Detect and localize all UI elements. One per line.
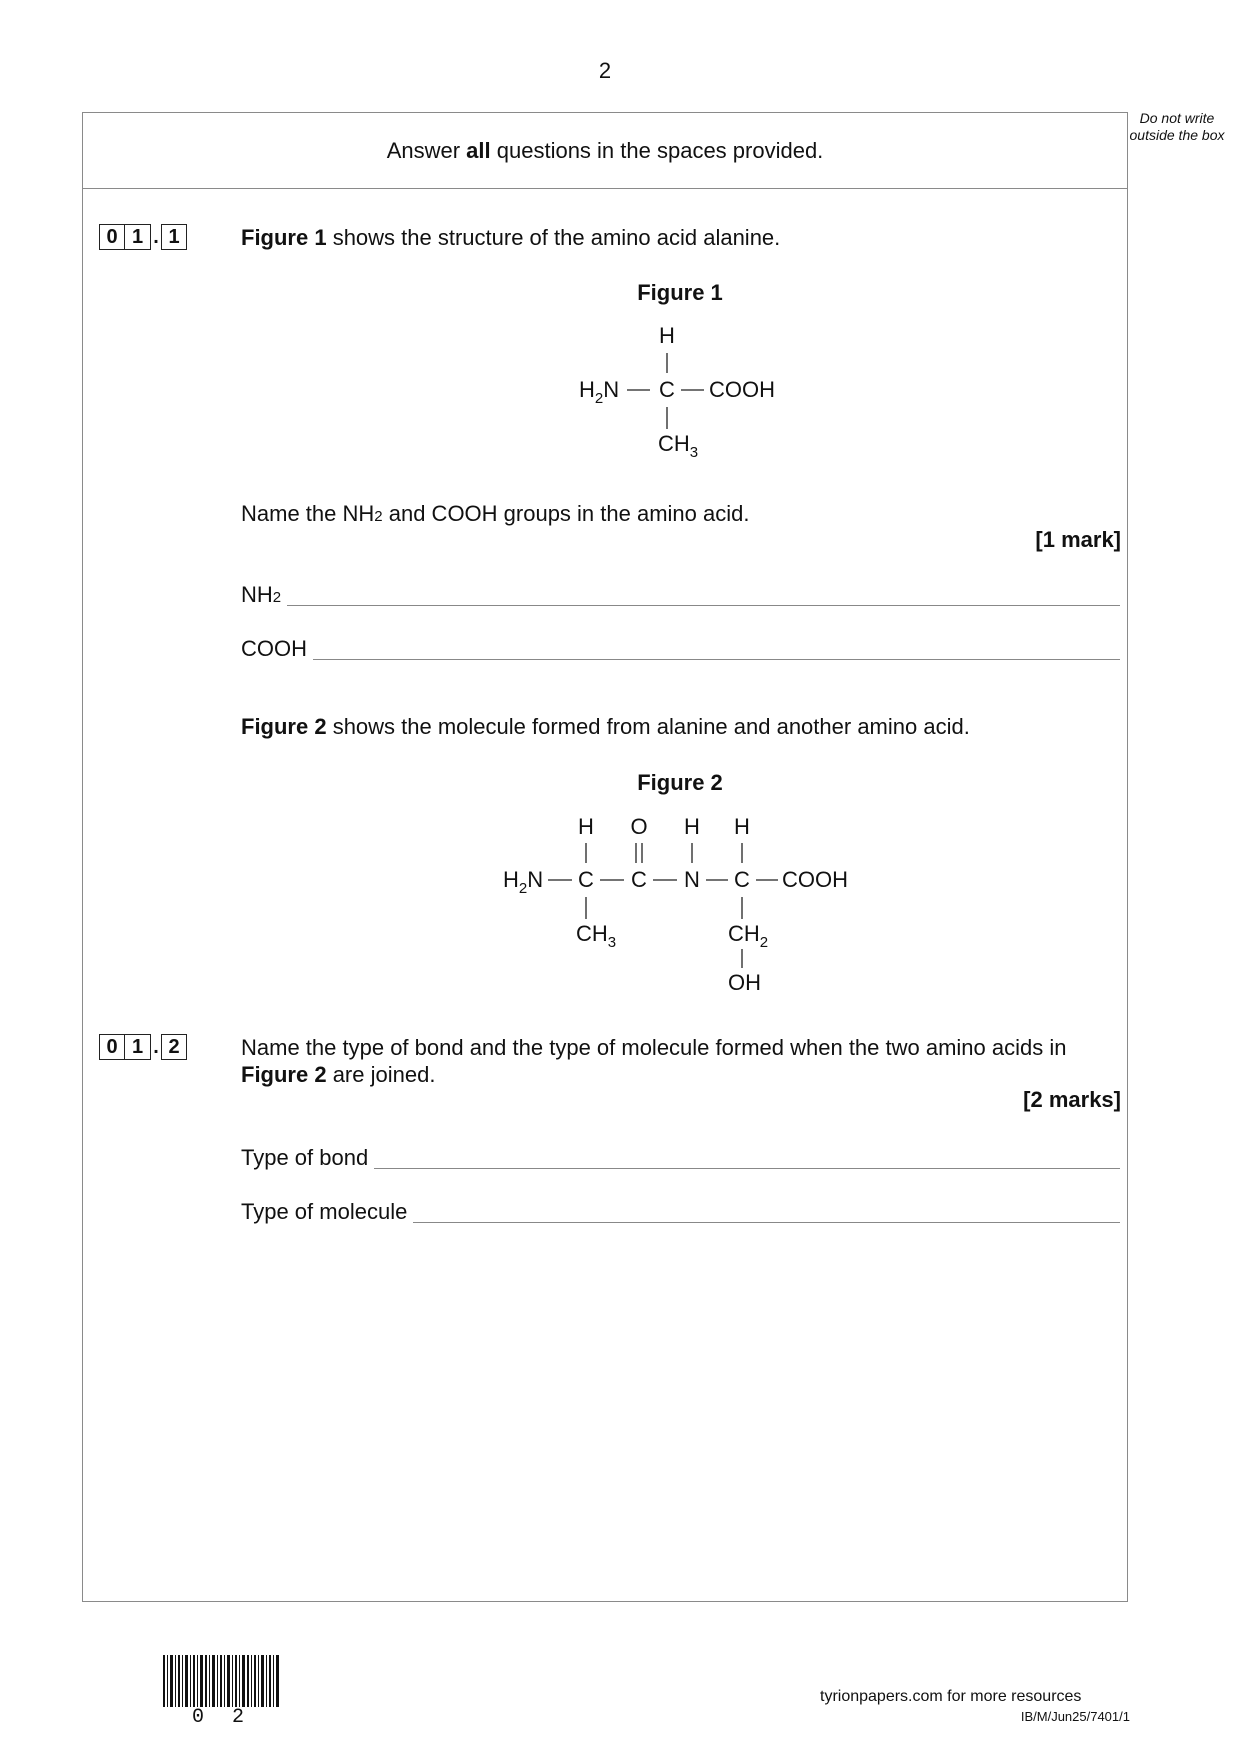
q1-1-prompt-sub: 2 — [374, 508, 383, 525]
fig2-group-bottom1 — [576, 921, 616, 951]
fig2-atom-c1: C — [578, 867, 594, 892]
nh2-answer-row[interactable] — [241, 578, 1120, 608]
figure2-title: Figure 2 — [637, 770, 723, 795]
fig1-left-sub: 2 — [594, 390, 604, 407]
figure1-structure — [560, 320, 800, 470]
fig2-group-bottom3: OH — [728, 970, 761, 995]
fig2-group-right: COOH — [782, 867, 848, 892]
fig1-group-left — [579, 377, 619, 407]
footer-reference: IB/M/Jun25/7401/1 — [1020, 1709, 1130, 1724]
question-digit: 2 — [161, 1034, 187, 1060]
question-number-01-1 — [99, 224, 187, 250]
q1-1-prompt-post: and COOH groups in the amino acid. — [382, 501, 750, 526]
q1-2-text — [241, 1034, 1121, 1088]
question-digit: 1 — [125, 224, 151, 250]
q1-1-intro — [241, 224, 780, 251]
instruction-bold: all — [466, 138, 491, 163]
q1-2-line2 — [241, 1061, 1121, 1088]
question-dot: . — [153, 225, 159, 248]
fig1-group-right: COOH — [709, 377, 775, 402]
q1-1-prompt-pre: Name the NH — [241, 501, 375, 526]
fig1-left-main: H — [579, 377, 595, 402]
instruction — [82, 138, 1128, 164]
question-digit: 1 — [125, 1034, 151, 1060]
question-digit: 0 — [99, 224, 125, 250]
fig2-left-sub: 2 — [518, 880, 528, 897]
cooh-label: COOH — [241, 636, 307, 661]
page-number: 2 — [598, 58, 612, 83]
bond-answer-row[interactable] — [241, 1141, 1120, 1171]
fig2-bottom1-sub: 3 — [607, 934, 617, 951]
bond-answer-line[interactable] — [374, 1168, 1120, 1169]
figure1-title: Figure 1 — [637, 280, 723, 305]
molecule-answer-row[interactable] — [241, 1195, 1120, 1225]
bond-label: Type of bond — [241, 1145, 369, 1170]
fig1-atom-center: C — [659, 377, 675, 402]
fig1-bottom-main: CH — [658, 431, 690, 456]
fig2-atom-top3: H — [684, 814, 700, 839]
fig2-left-main: H — [503, 867, 519, 892]
fig2-group-bottom2 — [728, 921, 768, 951]
nh2-label — [241, 582, 281, 608]
fig2-bottom2-sub: 2 — [759, 934, 769, 951]
footer-resource: tyrionpapers.com for more resources — [820, 1688, 1082, 1705]
q1-1-prompt — [241, 500, 749, 530]
q1-2-line2-rest: are joined. — [326, 1062, 436, 1087]
fig2-atom-top1: H — [578, 814, 594, 839]
fig2-bottom2-main: CH — [728, 921, 760, 946]
q1-1-intro-text: shows the structure of the amino acid alanine. — [326, 225, 781, 250]
margin-note: Do not write outside the box — [1129, 110, 1225, 143]
fig2-atom-c2: C — [631, 867, 647, 892]
molecule-label: Type of molecule — [241, 1199, 408, 1224]
cooh-answer-line[interactable] — [313, 659, 1120, 660]
instruction-pre: Answer — [386, 138, 467, 163]
fig1-group-bottom — [658, 431, 698, 461]
question-digit: 0 — [99, 1034, 125, 1060]
question-number-01-2 — [99, 1034, 187, 1060]
barcode — [163, 1655, 279, 1707]
figure2-intro — [241, 713, 970, 740]
barcode-digits: 0 2 — [192, 1706, 253, 1729]
question-dot: . — [153, 1035, 159, 1058]
fig2-atom-c3: C — [734, 867, 750, 892]
nh2-label-sub: 2 — [272, 589, 282, 606]
fig1-atom-top: H — [659, 323, 675, 348]
nh2-label-main: NH — [241, 582, 273, 607]
question-digit: 1 — [161, 224, 187, 250]
instruction-post: questions in the spaces provided. — [490, 138, 824, 163]
q1-2-figure-ref: Figure 2 — [241, 1062, 327, 1087]
header-divider — [82, 188, 1128, 189]
molecule-answer-line[interactable] — [413, 1222, 1120, 1223]
figure2-ref: Figure 2 — [241, 714, 327, 739]
nh2-answer-line[interactable] — [287, 605, 1120, 606]
fig2-group-left — [503, 867, 543, 897]
fig2-atom-top4: H — [734, 814, 750, 839]
figure2-structure — [490, 810, 870, 1010]
q1-2-marks: [2 marks] — [1023, 1087, 1121, 1112]
fig2-atom-top2: O — [630, 814, 648, 839]
q1-2-line1: Name the type of bond and the type of molecule formed when the two amino acids in — [241, 1035, 1067, 1060]
fig2-left-end: N — [527, 867, 544, 892]
figure1-ref: Figure 1 — [241, 225, 327, 250]
figure2-intro-text: shows the molecule formed from alanine and another amino acid. — [326, 714, 970, 739]
q1-1-marks: [1 mark] — [1035, 527, 1121, 552]
fig2-bottom1-main: CH — [576, 921, 608, 946]
fig1-left-end: N — [603, 377, 620, 402]
fig1-bottom-sub: 3 — [689, 444, 699, 461]
fig2-atom-n: N — [684, 867, 700, 892]
cooh-answer-row[interactable] — [241, 632, 1120, 662]
